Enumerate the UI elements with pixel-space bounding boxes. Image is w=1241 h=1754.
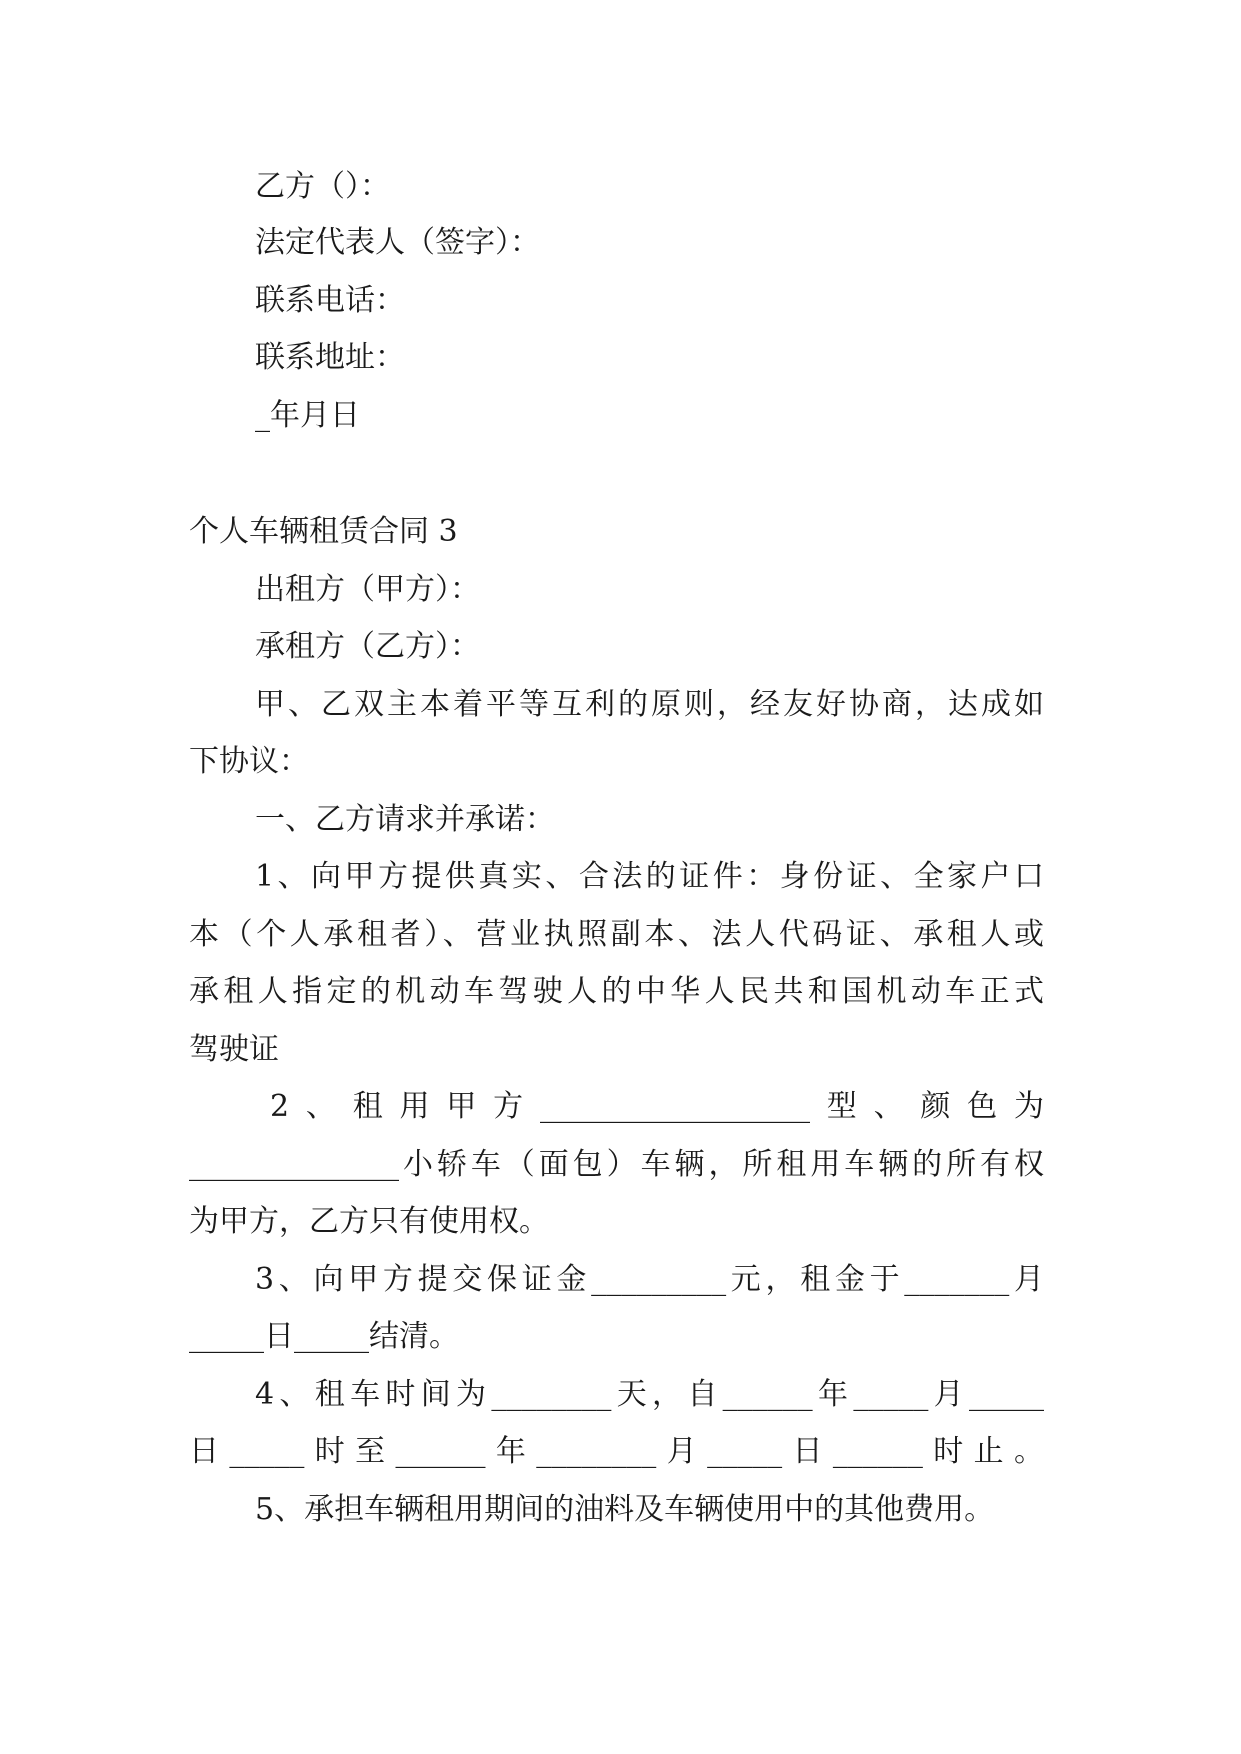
item-1-line-2: 本（个人承租者）、营业执照副本、法人代码证、承租人或 [189,917,1044,952]
item-1-line-3: 承租人指定的机动车驾驶人的中华人民共和国机动车正式 [189,974,1044,1009]
item-3-line-1: 3、向甲方提交保证金_________元，租金于_______月 [255,1262,1044,1297]
party-b-line: 乙方（）： [255,169,390,204]
item-2-line-1: 2、租用甲方__________________型、颜色为 [270,1089,1044,1124]
item-3-line-2: _____日_____结清。 [189,1319,459,1354]
item-4-line-2: 日_____时至______年________月_____日______时止。 [189,1434,1044,1469]
phone-line: 联系电话： [255,283,405,318]
intro-paragraph-line-2: 下协议： [189,744,309,779]
item-4-line-1: 4、租车时间为________天，自______年_____月_____ [255,1377,1044,1412]
lessee-line: 承租方（乙方）： [255,629,480,664]
address-line: 联系地址： [255,340,405,375]
legal-rep-line: 法定代表人（签字）： [255,225,540,260]
item-2-line-3: 为甲方，乙方只有使用权。 [189,1204,549,1239]
item-5-line: 5、承担车辆租用期间的油料及车辆使用中的其他费用。 [255,1492,995,1527]
lessor-line: 出租方（甲方）： [255,572,480,607]
intro-paragraph-line-1: 甲、乙双主本着平等互利的原则，经友好协商，达成如 [255,687,1044,722]
item-1-line-4: 驾驶证 [189,1032,279,1067]
item-2-line-2: ______________小轿车（面包）车辆，所租用车辆的所有权 [189,1147,1044,1182]
contract-title: 个人车辆租赁合同 3 [189,514,458,549]
date-line: _年月日 [255,398,360,433]
section-1-heading: 一、乙方请求并承诺： [255,802,555,837]
item-1-line-1: 1、向甲方提供真实、合法的证件：身份证、全家户口 [255,859,1044,894]
